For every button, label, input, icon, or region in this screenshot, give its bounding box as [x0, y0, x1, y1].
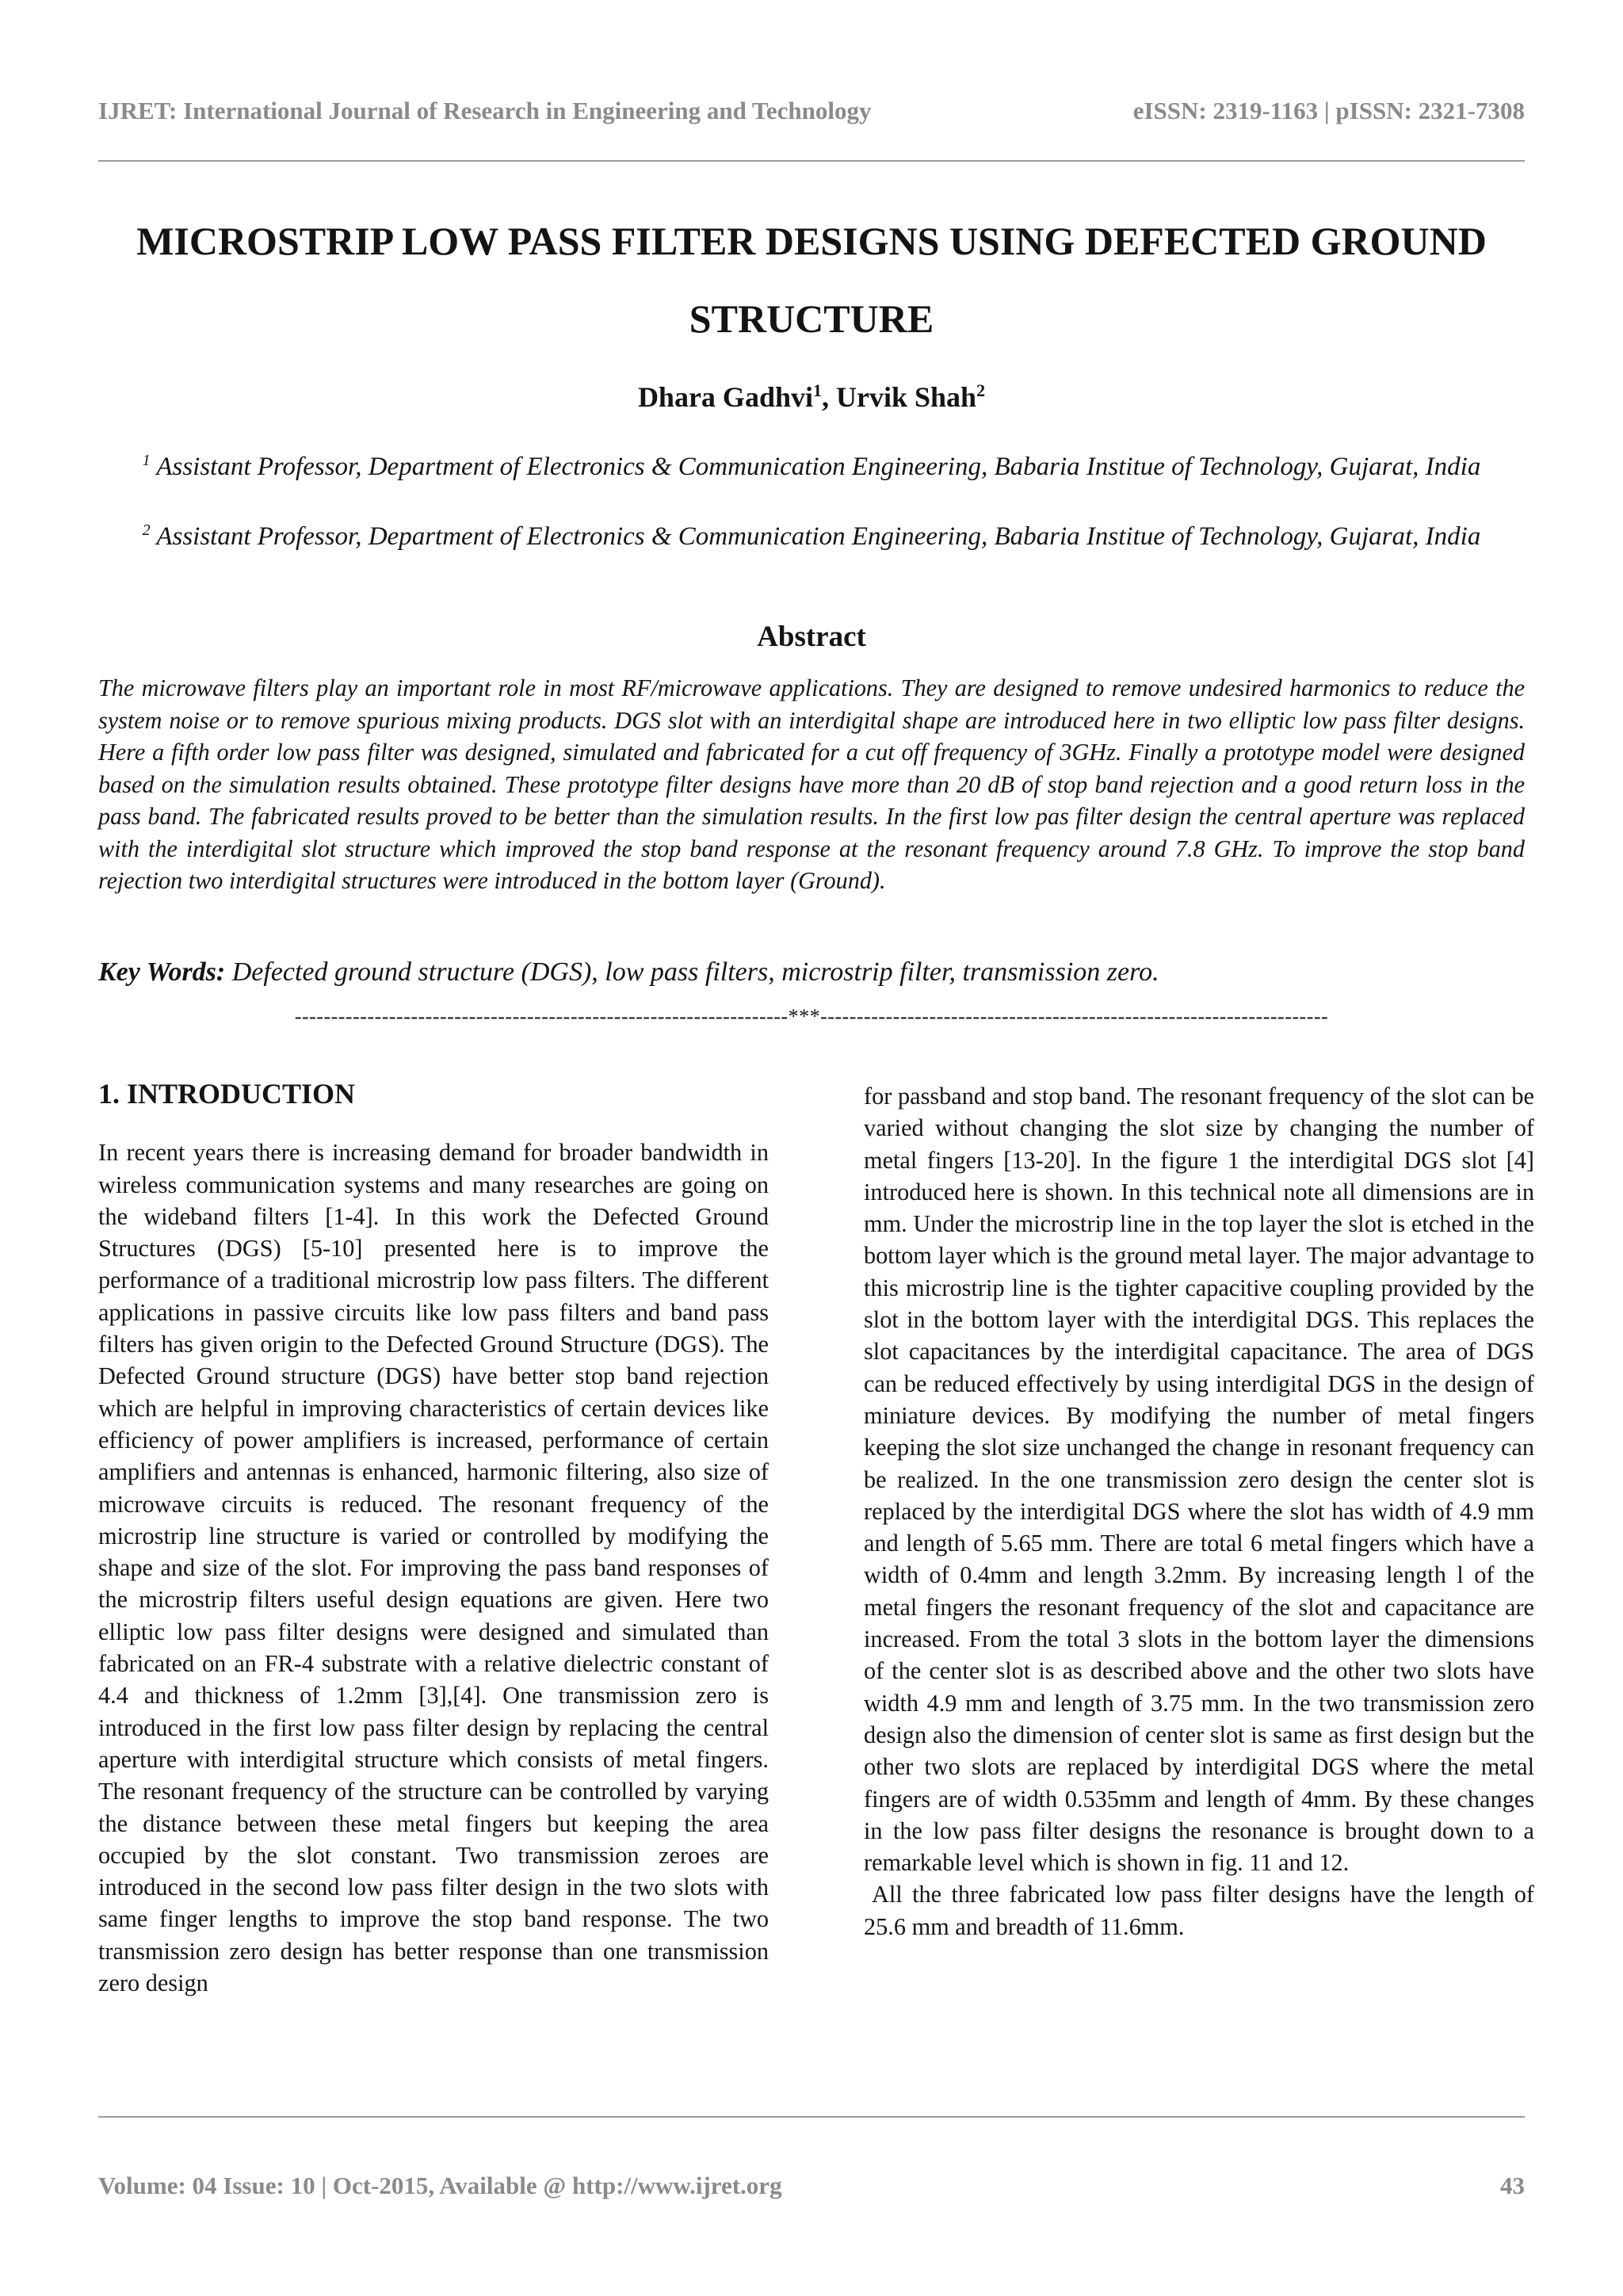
right-column	[864, 1080, 1534, 1943]
author-affiliation-mark: 2	[976, 380, 986, 400]
journal-name: IJRET: International Journal of Research in Engineering and Technology	[98, 97, 872, 124]
abstract-text: The microwave filters play an important role in most RF/microwave applications. They are designed to remove undesired harmonics to reduce the system noise or to remove spurious mixing products. DGS slot with an interdigital shape are introduced here in two elliptic low pass filter designs. Here a fifth order low pass filter was designed, simulated and fabricated for a cut off frequency of 3GHz. Finally a prototype model were designed based on the simulation results obtained. These prototype filter designs have more than 20 dB of stop band rejection and a good return loss in the pass band. The fabricated results proved to be better than the simulation results. In the first low pas filter design the central aperture was replaced with the interdigital slot structure which improved the stop band response at the resonant frequency around 7.8 GHz. To improve the stop band rejection two interdigital structures were introduced in the bottom layer (Ground).	[98, 674, 1525, 894]
body-paragraph: In recent years there is increasing demand for broader bandwidth in wireless communication systems and many researches are going on the wideband filters [1-4]. In this work the Defected Ground Structures (DGS) [5-10] presented here is to improve the performance of a traditional microstrip low pass filters. The different applications in passive circuits like low pass filters and band pass filters has given origin to the Defected Ground Structure (DGS). The Defected Ground structure (DGS) have better stop band rejection which are helpful in improving characteristics of certain devices like efficiency of power amplifiers is increased, performance of certain amplifiers and antennas is enhanced, harmonic filtering, also size of microwave circuits is reduced. The resonant frequency of the microstrip line structure is varied or controlled by modifying the shape and size of the slot. For improving the pass band responses of the microstrip filters useful design equations are given. Here two elliptic low pass filter designs were designed and simulated than fabricated on an FR-4 substrate with a relative dielectric constant of 4.4 and thickness of 1.2mm [3],[4]. One transmission zero is introduced in the first low pass filter design by replacing the central aperture with interdigital structure which consists of metal fingers. The resonant frequency of the structure can be controlled by varying the distance between these metal fingers but keeping the area occupied by the slot constant. Two transmission zeroes are introduced in the second low pass filter design in the two slots with same finger lengths to improve the stop band response. The two transmission zero design has better response than one transmission zero design	[98, 1139, 769, 1997]
keywords	[98, 957, 1525, 988]
author-list: Dhara Gadhvi$^1$, Urvik Shah$^2$	[637, 380, 986, 413]
section-heading: 1. INTRODUCTION	[98, 1078, 356, 1110]
author-name: Dhara Gadhvi	[637, 381, 813, 413]
issn-info: eISSN: 2319-1163 | pISSN: 2321-7308	[1132, 97, 1525, 124]
paper-title: MICROSTRIP LOW PASS FILTER DESIGNS USING DEFECTED GROUND STRUCTURE	[136, 219, 1487, 341]
affiliation-text: Assistant Professor, Department of Electronics & Communication Engineering, Babaria Institue of Technology, Gujarat, India	[156, 453, 1481, 481]
author-affiliation-mark: 1	[812, 380, 822, 400]
left-column	[98, 1078, 769, 1999]
running-header	[98, 97, 1525, 125]
affiliation-2	[98, 514, 1525, 554]
running-footer	[98, 2172, 1525, 2200]
author-name: Urvik Shah	[835, 381, 977, 413]
page-number: 43	[1500, 2172, 1525, 2199]
body-paragraph: All the three fabricated low pass filter designs have the length of 25.6 mm and breadth of 11.6mm.	[864, 1881, 1534, 1940]
section-separator: --------------------------------------------------------------------***----------------------------------------------------------------------	[294, 1005, 1329, 1028]
body-paragraph: for passband and stop band. The resonant frequency of the slot can be varied without changing the slot size by changing the number of metal fingers [13-20]. In the figure 1 the interdigital DGS slot [4] introduced here is shown. In this technical note all dimensions are in mm. Under the microstrip line in the top layer the slot is etched in the bottom layer which is the ground metal layer. The major advantage to this microstrip line is the tighter capacitive coupling provided by the slot in the bottom layer with the interdigital DGS. This replaces the slot capacitances by the interdigital capacitance. The area of DGS can be reduced effectively by using interdigital DGS in the design of miniature devices. By modifying the number of metal fingers keeping the slot size unchanged the change in resonant frequency can be realized. In the one transmission zero design the center slot is replaced by the interdigital DGS where the slot has width of 4.9 mm and length of 5.65 mm. There are total 6 metal fingers which have a width of 0.4mm and length 3.2mm. By increasing length l of the metal fingers the resonant frequency of the slot and capacitance are increased. From the total 3 slots in the bottom layer the dimensions of the center slot is as described above and the other two slots have width 4.9 mm and length of 3.75 mm. In the two transmission zero design also the dimension of center slot is same as first design but the other two slots are replaced by interdigital DGS where the metal fingers are of width 0.535mm and length of 4mm. By these changes in the low pass filter designs the resonance is brought down to a remarkable level which is shown in fig. 11 and 12.	[864, 1083, 1534, 1877]
volume-info: Volume: 04 Issue: 10 | Oct-2015, Available @ http://www.ijret.org	[98, 2172, 782, 2199]
abstract-heading: Abstract	[757, 621, 866, 653]
keywords-label: Key Words:	[98, 957, 226, 987]
header-rule	[98, 160, 1525, 162]
affiliation-mark: 1	[142, 452, 151, 469]
affiliation-text: Assistant Professor, Department of Electronics & Communication Engineering, Babaria Institue of Technology, Gujarat, India	[156, 522, 1481, 551]
affiliation-mark: 2	[142, 521, 151, 539]
affiliation-1	[98, 444, 1525, 484]
footer-rule	[98, 2116, 1525, 2118]
keywords-text: Defected ground structure (DGS), low pass filters, microstrip filter, transmission zero.	[225, 957, 1159, 987]
